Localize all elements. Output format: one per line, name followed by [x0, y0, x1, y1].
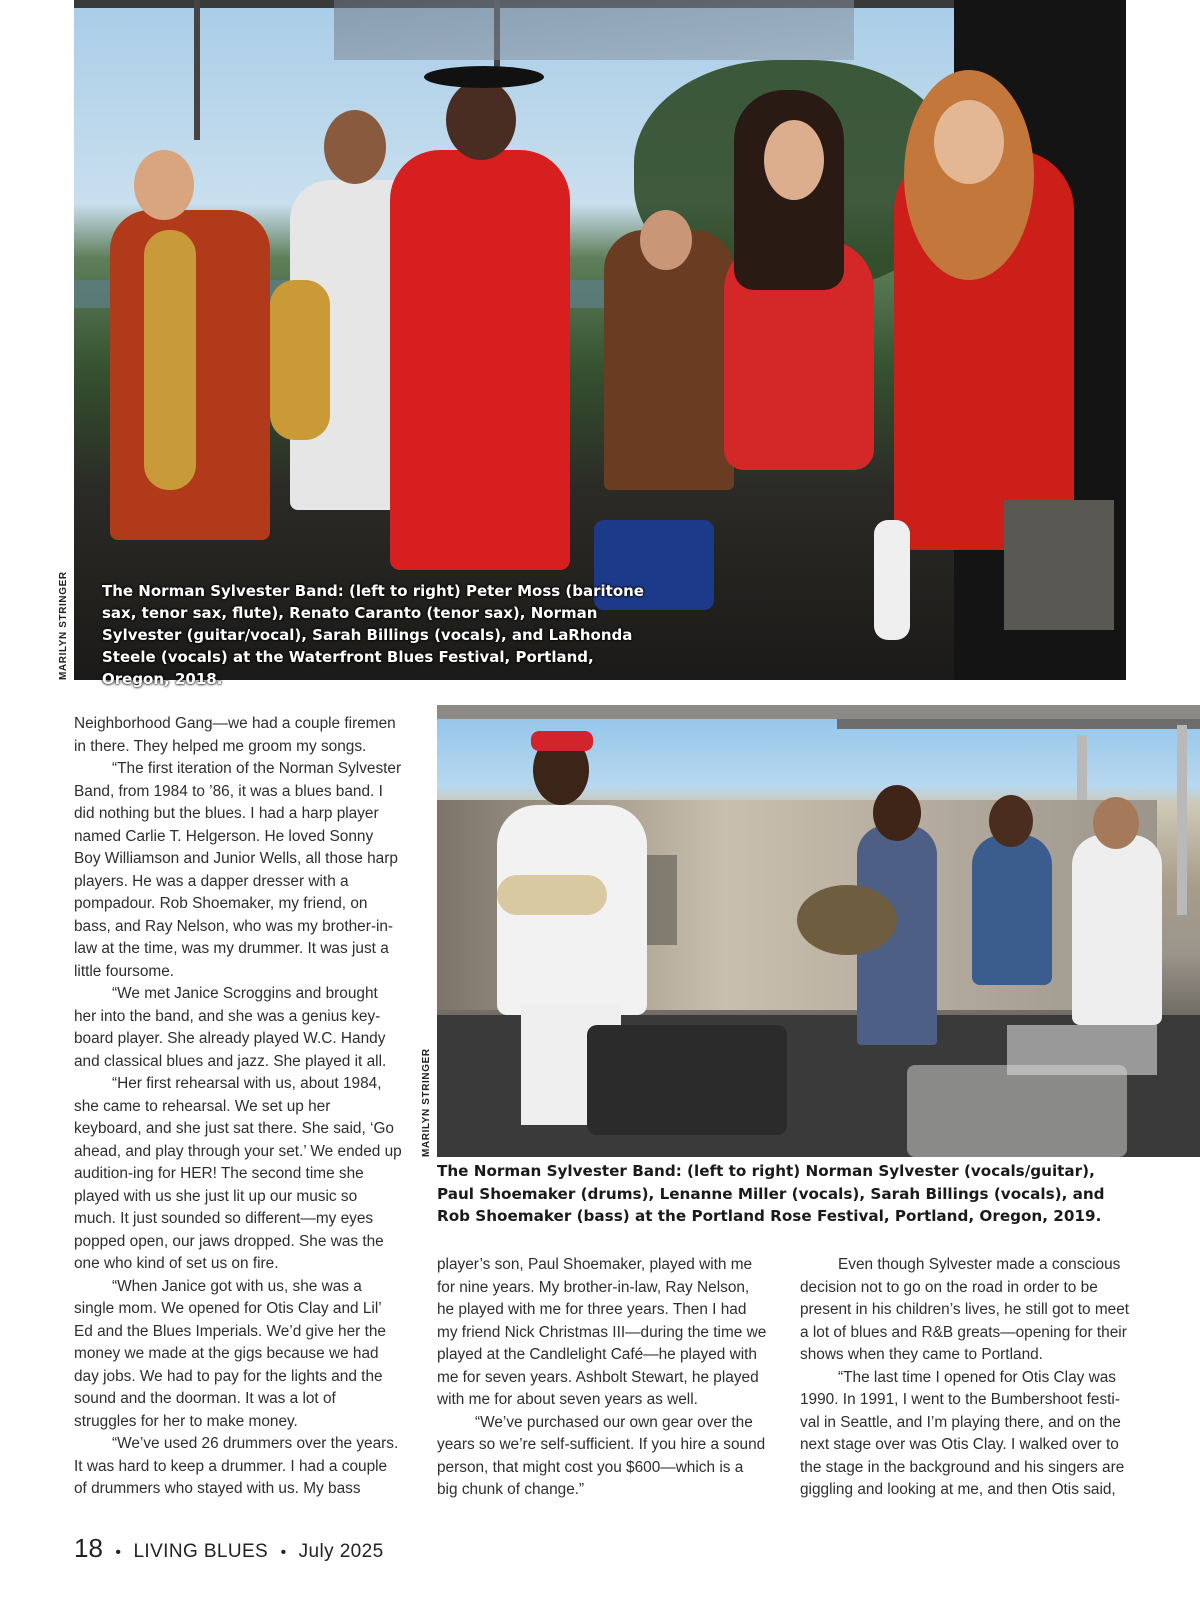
page-number: 18	[74, 1533, 103, 1563]
page-footer	[74, 1533, 384, 1564]
footer-separator: •	[280, 1544, 287, 1561]
paragraph: “The first iteration of the Norman Sylvester Band, from 1984 to ’86, it was a blues band. I did nothing but the blues. I had a harp player named Carlie T. Helgerson. He loved Sonny Boy Williamson and Junior Wells, all those harp players. He was a dapper dresser with a pompadour. Rob Shoemaker, my friend, on bass, and Ray Nelson, who was my brother-in-law at the time, was my drummer. It was just a little foursome.	[74, 760, 402, 980]
paragraph: “Her first rehearsal with us, about 1984, she came to rehearsal. We set up her keyboard, and she just sat there. She said, ‘Go ahead, and play through your set.’ We ended up audition-ing for HER! The second time she played with us she just lit up our music so much. It just sounded so different—my eyes popped open, our jaws dropped. She was the one who kind of set us on fire.	[74, 1075, 402, 1272]
paragraph: “We’ve used 26 drummers over the years. It was hard to keep a drummer. I had a couple of drummers who stayed with us. My bass	[74, 1435, 399, 1497]
band-photo-rose-festival	[437, 705, 1200, 1157]
paragraph: Neighborhood Gang—we had a couple firemen in there. They helped me groom my songs.	[74, 715, 396, 755]
article-column-middle	[437, 1254, 767, 1502]
article-column-right	[800, 1254, 1130, 1502]
photo-credit-bottom: MARILYN STRINGER	[421, 1048, 432, 1157]
paragraph: “When Janice got with us, she was a single mom. We opened for Otis Clay and Lil’ Ed and the Blues Imperials. We’d give her the money we made at the gigs because we had day jobs. We had to pay for the lights and the sound and the doorman. It was a lot of struggles for her to make money.	[74, 1277, 386, 1430]
article-column-left	[74, 713, 402, 1501]
paragraph: player’s son, Paul Shoemaker, played with me for nine years. My brother-in-law, Ray Nelson, he played with me for three years. Then I had my friend Nick Christmas III—during the time we played at the Candlelight Café—he played with me for seven years. Ashbolt Stewart, he played with me for about seven years as well.	[437, 1256, 767, 1408]
issue-date: July 2025	[298, 1541, 384, 1562]
paragraph: Even though Sylvester made a conscious decision not to go on the road in order to be present in his children’s lives, he still got to meet a lot of blues and R&B greats—opening for their shows when they came to Portland.	[800, 1256, 1130, 1363]
paragraph: “We met Janice Scroggins and brought her into the band, and she was a genius key-board player. She already played W.C. Handy and classical blues and jazz. She played it all.	[74, 985, 387, 1070]
photo-caption-bottom: The Norman Sylvester Band: (left to right) Norman Sylvester (vocals/guitar), Paul Shoemaker (drums), Lenanne Miller (vocals), Sarah Billings (vocals), and Rob Shoemaker (bass) at the Portland Rose Festival, Portland, Oregon, 2019.	[437, 1162, 1105, 1225]
paragraph: “We’ve purchased our own gear over the years so we’re self-sufficient. If you hire a sound person, that might cost you $600—which is a big chunk of change.”	[437, 1413, 766, 1498]
photo-caption-top: The Norman Sylvester Band: (left to right) Peter Moss (baritone sax, tenor sax, flute), Renato Caranto (tenor sax), Norman Sylvester (guitar/vocal), Sarah Billings (vocals), and LaRhonda Steele (vocals) at the Waterfront Blues Festival, Portland, Oregon, 2018.	[102, 582, 644, 688]
publication-name: LIVING BLUES	[133, 1541, 269, 1562]
footer-separator: •	[115, 1544, 121, 1561]
paragraph: “The last time I opened for Otis Clay was 1990. In 1991, I went to the Bumbershoot festi-val in Seattle, and I’m playing there, and on the next stage over was Otis Clay. I walked over to the stage in the background and his singers are giggling and looking at me, and then Otis said,	[800, 1368, 1125, 1498]
photo-credit-top: MARILYN STRINGER	[58, 571, 69, 680]
band-photo-waterfront	[74, 0, 1126, 680]
